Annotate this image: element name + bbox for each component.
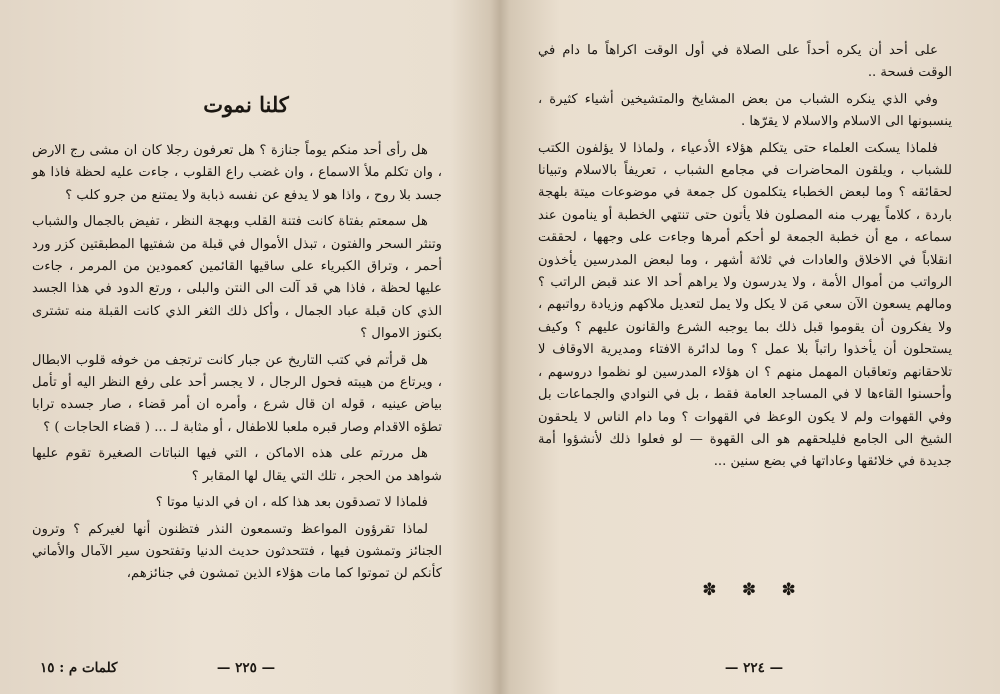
section-ornament: ✽ ✽ ✽ xyxy=(702,580,806,600)
paragraph: فلماذا يسكت العلماء حتى يتكلم هؤلاء الأدعياء ، ولماذا لا يؤلفون الكتب للشباب ، ويلقون المحاضرات في مجامع الشباب ، تعريفاً بالاسلام وتبيانا لحقائقه ؟ وما لبعض الخطباء يتكلمون كل جمعة في موضوعات ميتة بلهجة باردة ، كلاماً يهرب منه المصلون فلا يأتون حتى تنتهي الخطبة أو ينامون عند سماعه ، مع أن خطبة الجمعة لو أحكم أمرها وجاءت على وجهها ، لحققت انقلاباً في الاخلاق والعادات في ثلاثة أشهر ، وما لبعض المدرسين يأخذون الرواتب من أموال الأمة ، ولا يدرسون ولا يراهم أحد الا عند قبض الراتب ؟ ومالهم يسعون الآن سعي مَن لا يكل ولا يمل لتعديل ملاكهم وزيادة رواتبهم ، ولا يفكرون أن يقوموا قبل ذلك بما يوجبه الشرع والقانون عليهم ؟ وكيف يستحلون أن يأخذوا راتباً بلا عمل ؟ وما لدائرة الافتاء ومديرية الاوقاف لا تلاحقانهم وتعاقبان المهمل منهم ؟ ان هؤلاء المدرسين لو نظموا دروسهم ، وأحسنوا القاءها لا في المساجد العامة فقط ، بل في النوادي والجماعات بل وفي القهوات ولم لا يكون الوعظ في القهوات ؟ وما دام الناس لا يلحقون الشيخ الى الجامع فليلحقهم هو الى القهوة — لو فعلوا ذلك لأنشؤوا أمة جديدة في خلائقها وعاداتها في بضع سنين ... xyxy=(538,140,952,470)
chapter-title: كلنا نموت xyxy=(203,92,289,117)
left-page-body xyxy=(32,140,442,590)
paragraph: هل سمعتم بفتاة كانت فتنة القلب وبهجة النظر ، تفيض بالجمال والشباب وتنثر السحر والفتون ، تبذل الأموال في قبلة من شفتيها المطبقتين كزر ورد أحمر ، وتراق الكبرياء على ساقيها القائمين كعمودين من المرمر ، جاءت عليها لحظة ، فاذا هي قد آلت الى النتن والبلى ، ورتع الدود في هذا الجسد الذي كان قبلة عباد الجمال ، وأكل ذلك الثغر الذي كانت القبلة منه تشترى بكنوز الاموال ؟ xyxy=(32,214,442,342)
paragraph: لماذا تقرؤون المواعظ وتسمعون النذر فتظنون أنها لغيركم ؟ وترون الجنائز وتمشون فيها ، فتتحدثون حديث الدنيا وتفتحون سير الآمال والأماني كأنكم لن تموتوا كما مات هؤلاء الذين تمشون في جنائزهم، xyxy=(32,521,442,582)
page-number: — ٢٢٤ — xyxy=(724,660,784,676)
page-number: — ٢٢٥ — xyxy=(216,660,276,676)
right-page xyxy=(508,0,1000,694)
paragraph: هل قرأتم في كتب التاريخ عن جبار كانت ترتجف من خوفه قلوب الابطال ، ويرتاع من هيبته فحول الرجال ، لا يجسر أحد على رفع النظر اليه أو تأمل بياض عينيه ، قوله ان قال شرع ، وأمره ان أمر قضاء ، صار جسده ترابا تطؤه الاقدام وصار قبره ملعبا للاطفال ، أو مثابة لـ ... ( قضاء الحاجات ) ؟ xyxy=(32,352,442,435)
left-page xyxy=(0,0,492,694)
paragraph: هل رأى أحد منكم يوماً جنازة ؟ هل تعرفون رجلا كان ان مشى رج الارض ، وان تكلم ملأ الاسماع ، وان غضب راع القلوب ، جاءت عليه لحظة فاذا هو جسد بلا روح ، واذا هو لا يدفع عن نفسه ذبابة ولا يمتنع من جرو كلب ؟ xyxy=(32,143,442,203)
paragraph: وفي الذي ينكره الشباب من بعض المشايخ والمتشيخين أشياء كثيرة ، ينسبونها الى الاسلام والاسلام لا يقرّها . xyxy=(538,91,952,130)
right-page-body xyxy=(538,40,952,478)
paragraph: هل مررتم على هذه الاماكن ، التي فيها النباتات الصغيرة تقوم عليها شواهد من الحجر ، تلك التي يقال لها المقابر ؟ xyxy=(32,446,442,484)
signature-mark: كلمات م : ١٥ xyxy=(40,660,118,676)
paragraph: فلماذا لا تصدقون بعد هذا كله ، ان في الدنيا موتا ؟ xyxy=(155,495,428,511)
paragraph: على أحد أن يكره أحداً على الصلاة في أول الوقت اكراهاً ما دام في الوقت فسحة .. xyxy=(538,43,952,81)
